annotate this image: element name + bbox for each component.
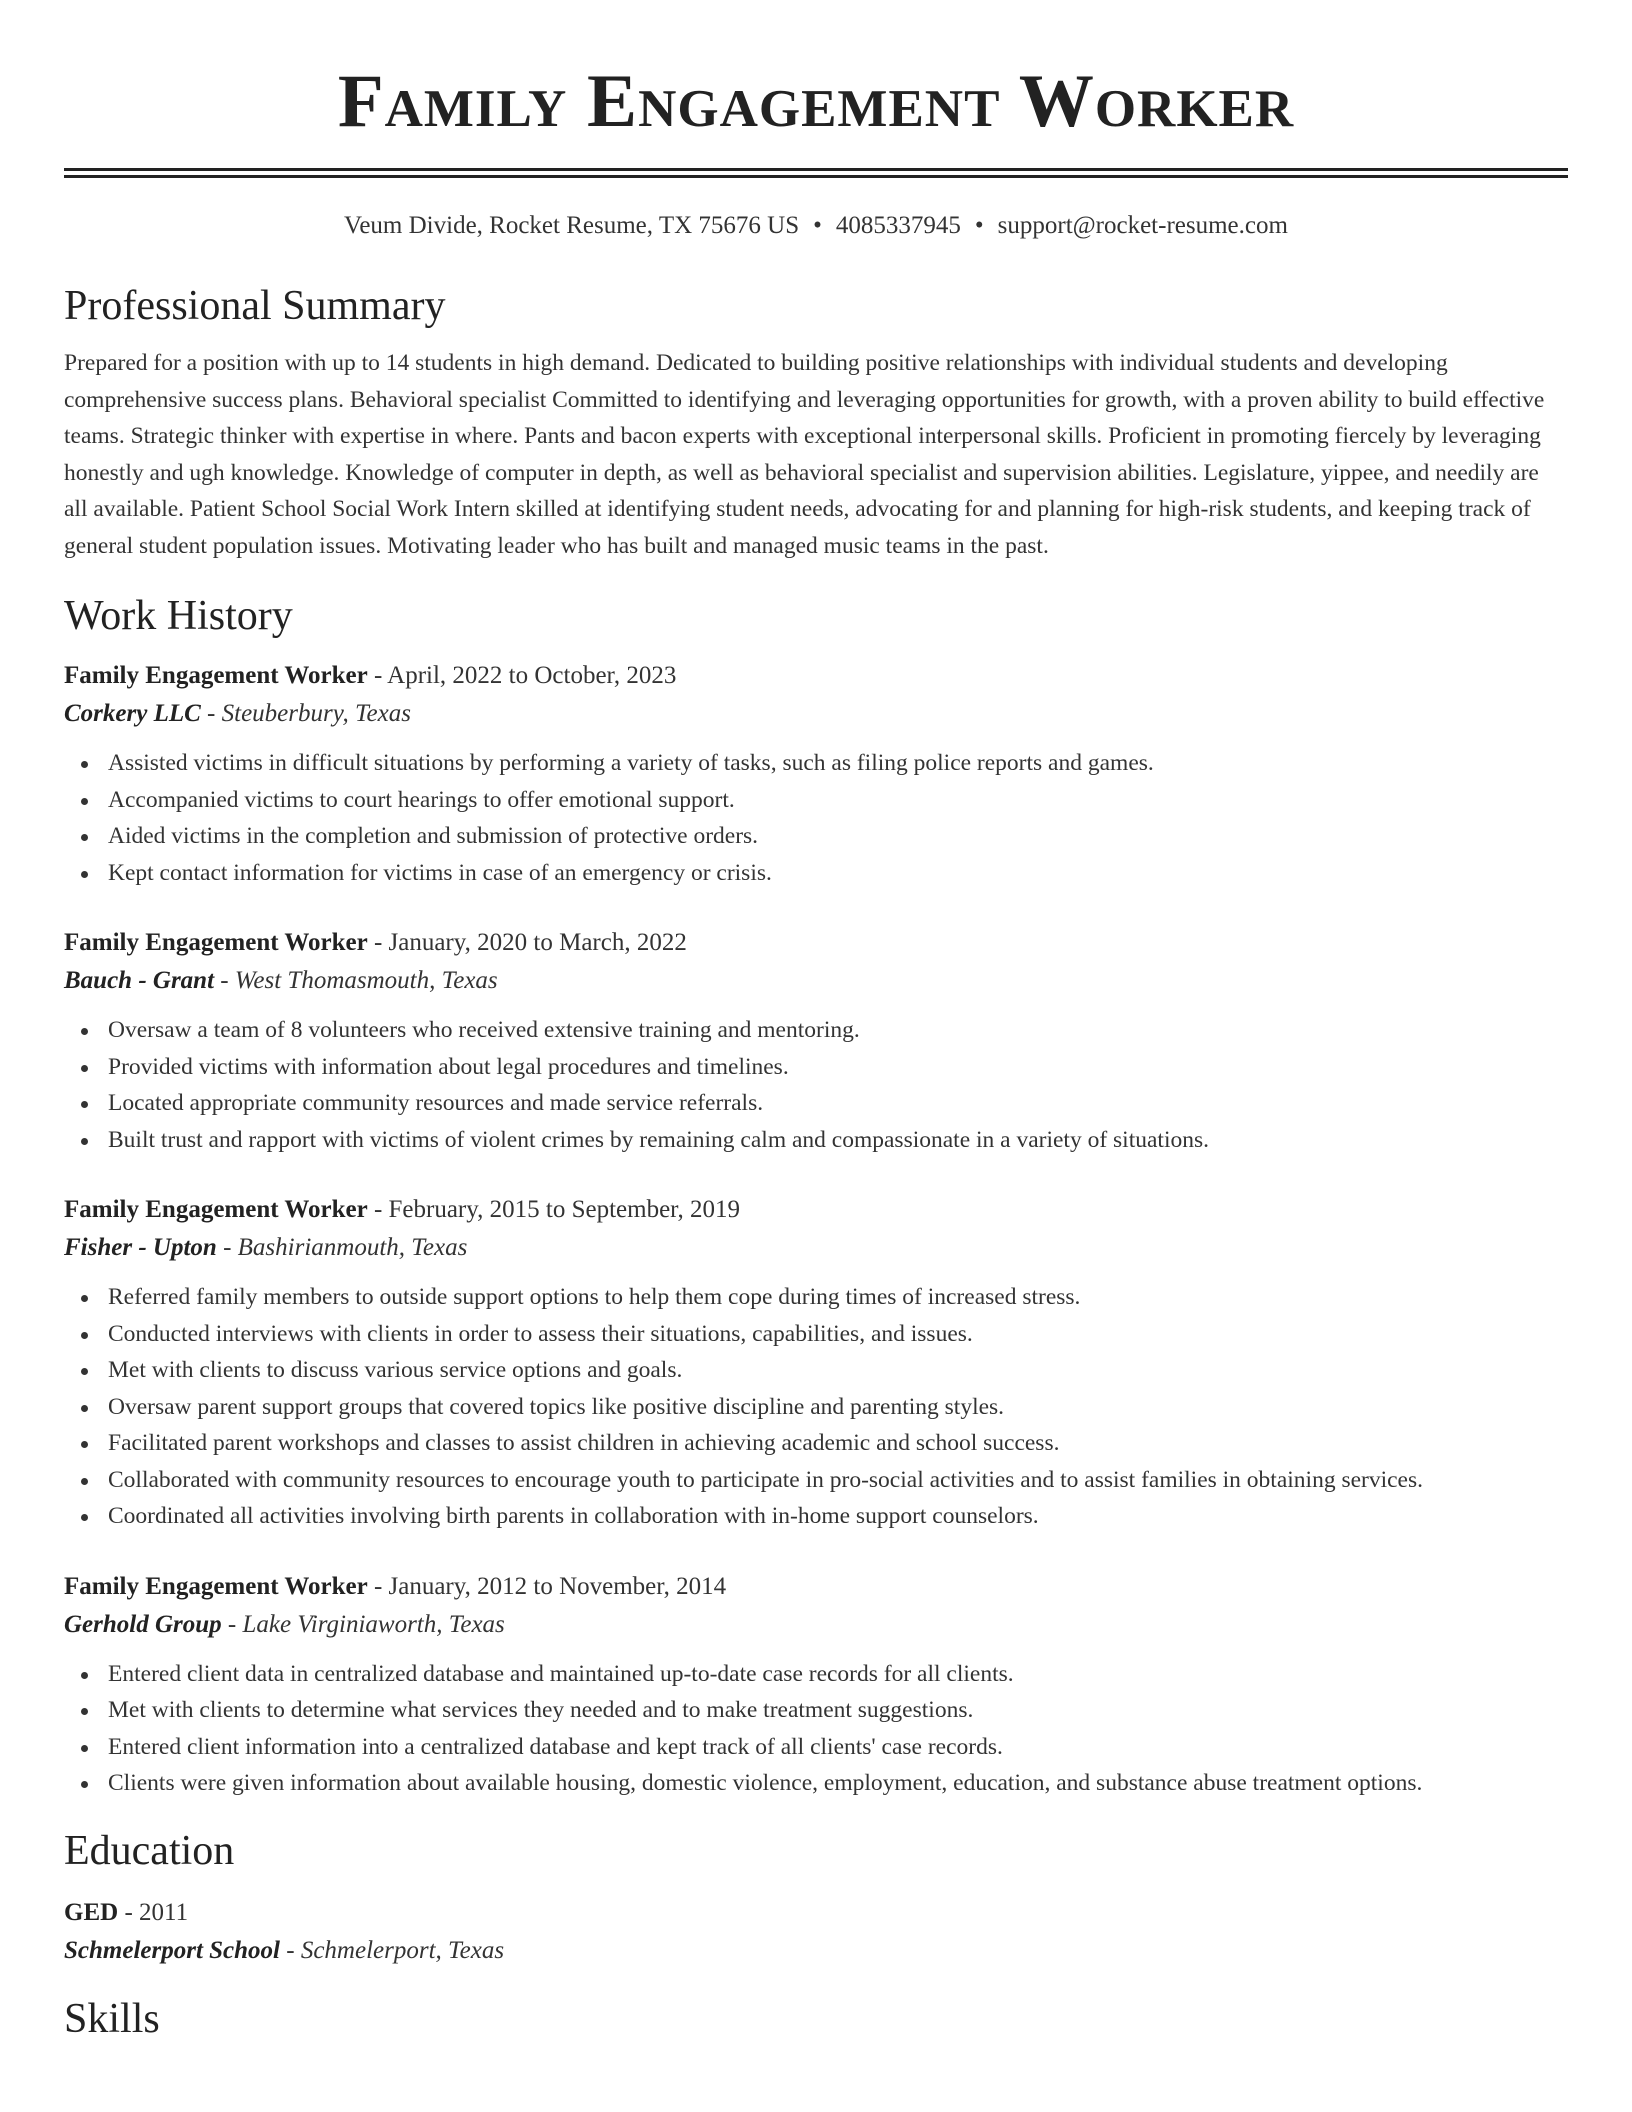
company-name: Corkery LLC — [64, 700, 201, 727]
school-dash: - — [280, 1936, 301, 1964]
education-section — [64, 1826, 1568, 1970]
degree-line — [64, 1894, 1568, 1932]
contact-line — [64, 211, 1568, 241]
job-dash: - — [367, 662, 388, 689]
job-bullets — [64, 1012, 1568, 1158]
job-bullets — [64, 745, 1568, 891]
contact-address: Veum Divide, Rocket Resume, TX 75676 US — [344, 212, 800, 239]
education-entry — [64, 1894, 1568, 1970]
company-location: Lake Virginiaworth, Texas — [242, 1610, 505, 1638]
job-bullet: Met with clients to determine what services they needed and to make treatment suggestions. — [108, 1692, 1568, 1729]
job-bullet: Assisted victims in difficult situations by performing a variety of tasks, such as filing police reports and games. — [108, 745, 1568, 782]
degree-dash: - — [118, 1898, 140, 1926]
summary-section — [64, 281, 1568, 564]
company-line — [64, 962, 1568, 1000]
degree-year: 2011 — [139, 1898, 189, 1926]
contact-email: support@rocket-resume.com — [997, 212, 1288, 239]
job-entry — [64, 1568, 1568, 1802]
job-dates: April, 2022 to October, 2023 — [387, 662, 677, 689]
job-bullet: Coordinated all activities involving birth parents in collaboration with in-home support counselors. — [108, 1498, 1568, 1535]
job-bullet: Conducted interviews with clients in order to assess their situations, capabilities, and issues. — [108, 1316, 1568, 1353]
degree-name: GED — [64, 1898, 119, 1926]
job-dash: - — [367, 1572, 389, 1600]
job-bullet: Accompanied victims to court hearings to offer emotional support. — [108, 782, 1568, 819]
company-location: Steuberbury, Texas — [221, 700, 411, 727]
job-bullets — [64, 1656, 1568, 1802]
company-location: West Thomasmouth, Texas — [234, 967, 498, 994]
company-name: Gerhold Group — [64, 1610, 222, 1638]
contact-separator: • — [974, 212, 984, 239]
job-bullet: Collaborated with community resources to encourage youth to participate in pro-social activities and to assist families in obtaining services. — [108, 1462, 1568, 1499]
job-bullet: Oversaw a team of 8 volunteers who received extensive training and mentoring. — [108, 1012, 1568, 1049]
job-bullet: Built trust and rapport with victims of violent crimes by remaining calm and compassionate in a variety of situations. — [108, 1122, 1568, 1159]
job-bullet: Located appropriate community resources and made service referrals. — [108, 1085, 1568, 1122]
company-dash: - — [200, 700, 222, 727]
school-name: Schmelerport School — [64, 1936, 280, 1964]
job-bullet: Entered client information into a centralized database and kept track of all clients' case records. — [108, 1729, 1568, 1766]
company-name: Bauch - Grant — [64, 967, 215, 994]
job-bullet: Aided victims in the completion and submission of protective orders. — [108, 818, 1568, 855]
job-entry — [64, 924, 1568, 1158]
company-dash: - — [214, 967, 235, 994]
company-line — [64, 1229, 1568, 1267]
contact-separator: • — [813, 212, 822, 239]
job-title-line — [64, 657, 1568, 695]
section-title-summary: Professional Summary — [64, 283, 446, 329]
company-name: Fisher - Upton — [64, 1234, 217, 1261]
job-entry — [64, 657, 1568, 891]
job-bullet: Provided victims with information about legal procedures and timelines. — [108, 1049, 1568, 1086]
job-title-line — [64, 1568, 1568, 1606]
job-dash: - — [367, 1196, 389, 1223]
job-bullet: Oversaw parent support groups that covered topics like positive discipline and parenting styles. — [108, 1389, 1568, 1426]
school-line — [64, 1932, 1568, 1970]
job-title: Family Engagement Worker — [64, 662, 368, 689]
job-dates: January, 2012 to November, 2014 — [388, 1572, 727, 1600]
resume-name: Family Engagement Worker — [337, 60, 1295, 143]
job-title: Family Engagement Worker — [64, 929, 368, 956]
job-title: Family Engagement Worker — [64, 1572, 368, 1600]
job-dates: February, 2015 to September, 2019 — [388, 1196, 740, 1223]
section-title-work-history: Work History — [64, 593, 293, 639]
company-line — [64, 1606, 1568, 1644]
company-line — [64, 695, 1568, 733]
job-bullet: Clients were given information about available housing, domestic violence, employment, education, and substance abuse treatment options. — [108, 1765, 1568, 1802]
company-dash: - — [216, 1234, 238, 1261]
job-dash: - — [367, 929, 389, 956]
job-entry — [64, 1191, 1568, 1535]
job-title-line — [64, 924, 1568, 962]
work-history-section — [64, 591, 1568, 1802]
job-bullet: Entered client data in centralized database and maintained up-to-date case records for all clients. — [108, 1656, 1568, 1693]
skills-section — [64, 1994, 1568, 2044]
job-bullet: Kept contact information for victims in case of an emergency or crisis. — [108, 855, 1568, 892]
job-bullet: Facilitated parent workshops and classes to assist children in achieving academic and school success. — [108, 1425, 1568, 1462]
contact-phone: 4085337945 — [835, 212, 961, 239]
company-location: Bashirianmouth, Texas — [237, 1234, 468, 1261]
section-title-education: Education — [64, 1827, 235, 1874]
job-title: Family Engagement Worker — [64, 1196, 368, 1223]
company-dash: - — [221, 1610, 243, 1638]
summary-text: Prepared for a position with up to 14 students in high demand. Dedicated to building positive relationships with individual students and developing comprehensive success plans. Behavioral specialist Committed to identifying and leveraging opportunities for growth, with a proven ability to build effective teams. Strategic thinker with expertise in where. Pants and bacon experts with exceptional interpersonal skills. Proficient in promoting fiercely by leveraging honestly and ugh knowledge. Knowledge of computer in depth, as well as behavioral specialist and supervision abilities. Legislature, yippee, and needily are all available. Patient School Social Work Intern skilled at identifying student needs, advocating for and planning for high-risk students, and keeping track of general student population issues. Motivating leader who has built and managed music teams in the past. — [64, 350, 1545, 559]
job-bullet: Referred family members to outside support options to help them cope during times of increased stress. — [108, 1279, 1568, 1316]
header-double-rule — [64, 168, 1568, 178]
job-bullet: Met with clients to discuss various service options and goals. — [108, 1352, 1568, 1389]
job-dates: January, 2020 to March, 2022 — [388, 929, 687, 956]
job-title-line — [64, 1191, 1568, 1229]
job-bullets — [64, 1279, 1568, 1535]
section-title-skills: Skills — [64, 1995, 160, 2042]
school-location: Schmelerport, Texas — [300, 1936, 505, 1964]
